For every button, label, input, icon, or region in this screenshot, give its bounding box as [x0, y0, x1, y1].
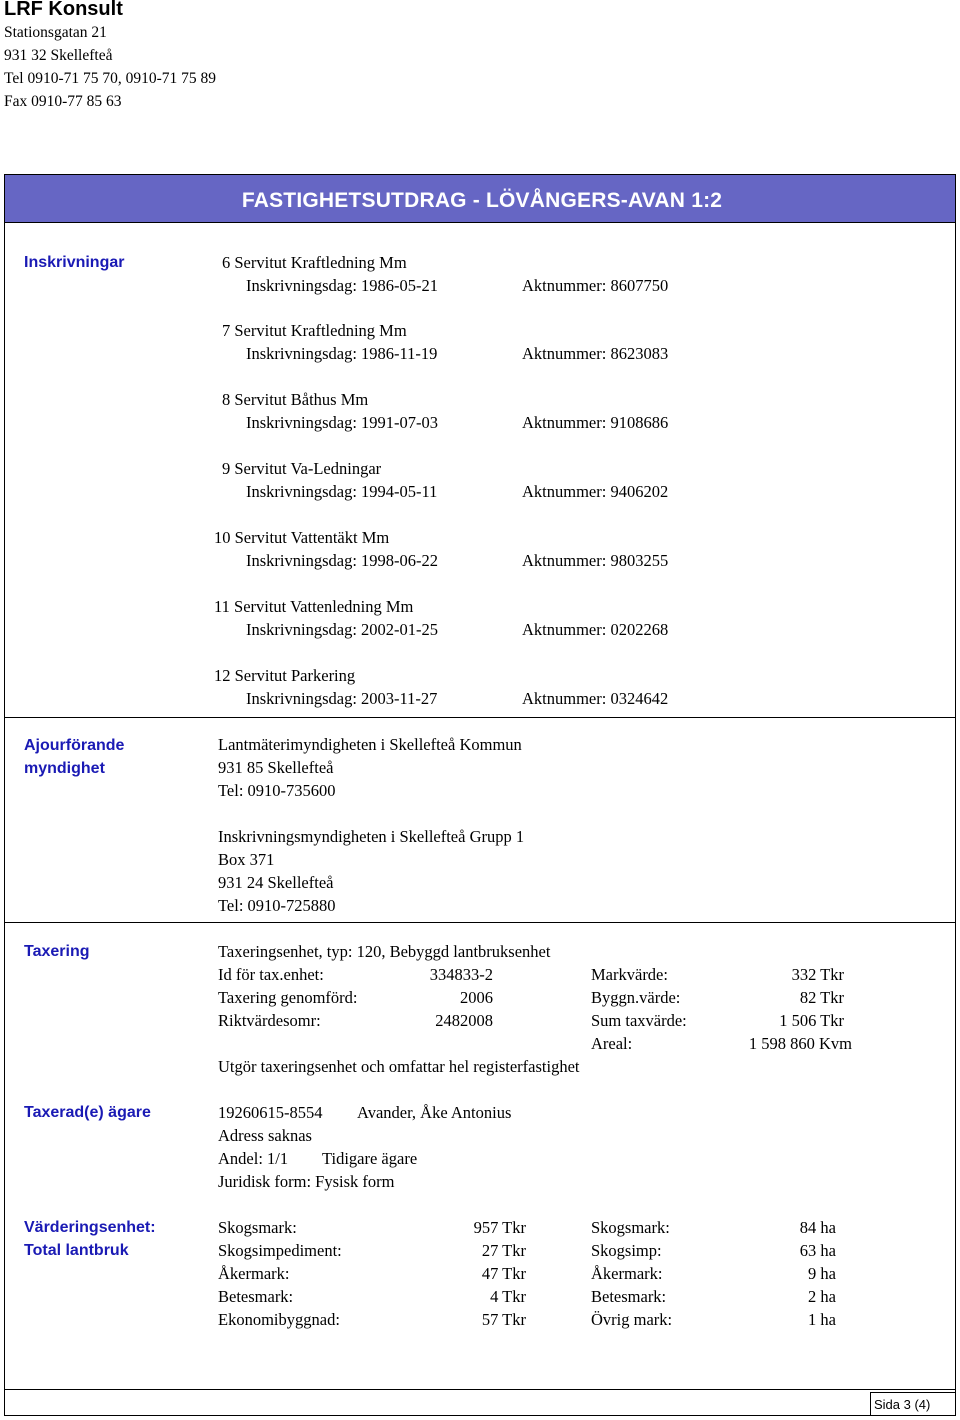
owner-share: Andel: 1/1 [218, 1149, 289, 1168]
area-amount: 9 ha [808, 1264, 836, 1283]
section-divider [5, 922, 955, 923]
phone-line: Tel 0910-71 75 70, 0910-71 75 89 [4, 70, 217, 87]
tax-key: Riktvärdesomr: [218, 1011, 321, 1030]
area-key: Skogsmark: [591, 1218, 670, 1237]
owner-address: Adress saknas [218, 1126, 312, 1145]
area-amount: 2 ha [808, 1287, 836, 1306]
tax-value: 334833-2 [429, 965, 493, 984]
footer-rule [870, 1392, 871, 1416]
section-label-ajourforande: Ajourförande [24, 737, 125, 754]
value-amount: 27 Tkr [481, 1241, 526, 1260]
tax-value: 2006 [460, 988, 493, 1007]
company-name: LRF Konsult [4, 0, 123, 20]
servitut-title: 8 Servitut Båthus Mm [222, 390, 369, 409]
servitut-date: Inskrivningsdag: 1986-11-19 [246, 344, 438, 363]
address-line: 931 32 Skellefteå [4, 47, 113, 64]
tax-key: Markvärde: [591, 965, 668, 984]
value-amount: 47 Tkr [481, 1264, 526, 1283]
tax-value: 1 506 Tkr [779, 1011, 844, 1030]
authority-box: Box 371 [218, 850, 275, 869]
servitut-title: 6 Servitut Kraftledning Mm [222, 253, 407, 272]
servitut-title: 10 Servitut Vattentäkt Mm [214, 528, 390, 547]
servitut-date: Inskrivningsdag: 1994-05-11 [246, 482, 438, 501]
section-label-taxering: Taxering [24, 943, 90, 960]
address-line: Stationsgatan 21 [4, 24, 107, 41]
servitut-date: Inskrivningsdag: 1991-07-03 [246, 413, 439, 432]
servitut-aktnummer: Aktnummer: 9406202 [522, 482, 669, 501]
servitut-date: Inskrivningsdag: 1986-05-21 [246, 276, 439, 295]
area-key: Övrig mark: [591, 1310, 673, 1329]
footer-rule [870, 1392, 955, 1393]
owner-legal-form: Juridisk form: Fysisk form [218, 1172, 395, 1191]
tax-key: Byggn.värde: [591, 988, 681, 1007]
area-amount: 84 ha [799, 1218, 836, 1237]
section-divider [5, 717, 955, 718]
servitut-title: 11 Servitut Vattenledning Mm [214, 597, 414, 616]
servitut-aktnummer: Aktnummer: 0202268 [522, 620, 669, 639]
authority-name: Lantmäterimyndigheten i Skellefteå Kommun [218, 735, 522, 754]
section-label-myndighet: myndighet [24, 760, 105, 777]
authority-name: Inskrivningsmyndigheten i Skellefteå Grupp 1 [218, 827, 525, 846]
area-amount: 63 ha [799, 1241, 836, 1260]
tax-key: Id för tax.enhet: [218, 965, 324, 984]
servitut-aktnummer: Aktnummer: 0324642 [522, 689, 669, 708]
section-label-vardering: Värderingsenhet: [24, 1219, 156, 1236]
servitut-title: 12 Servitut Parkering [214, 666, 356, 685]
value-key: Betesmark: [218, 1287, 294, 1306]
authority-address: 931 24 Skellefteå [218, 873, 334, 892]
owner-id: 19260615-8554 [218, 1103, 323, 1122]
areal-value: 1 598 860 Kvm [748, 1034, 852, 1053]
servitut-date: Inskrivningsdag: 2002-01-25 [246, 620, 439, 639]
areal-key: Areal: [591, 1034, 633, 1053]
owner-previous: Tidigare ägare [322, 1149, 418, 1168]
servitut-title: 9 Servitut Va-Ledningar [222, 459, 382, 478]
value-key: Skogsimpediment: [218, 1241, 342, 1260]
value-amount: 4 Tkr [490, 1287, 526, 1306]
page-title: FASTIGHETSUTDRAG - LÖVÅNGERS-AVAN 1:2 [241, 189, 723, 212]
tax-value: 82 Tkr [799, 988, 844, 1007]
servitut-title: 7 Servitut Kraftledning Mm [222, 321, 407, 340]
title-banner [5, 175, 955, 223]
taxeringsenhet: Taxeringsenhet, typ: 120, Bebyggd lantbruksenhet [218, 942, 551, 961]
value-key: Skogsmark: [218, 1218, 297, 1237]
servitut-date: Inskrivningsdag: 2003-11-27 [246, 689, 438, 708]
servitut-date: Inskrivningsdag: 1998-06-22 [246, 551, 439, 570]
value-key: Ekonomibyggnad: [218, 1310, 340, 1329]
authority-phone: Tel: 0910-725880 [218, 896, 336, 915]
tax-value: 2482008 [435, 1011, 493, 1030]
section-label-agare: Taxerad(e) ägare [24, 1104, 151, 1121]
taxering-note: Utgör taxeringsenhet och omfattar hel registerfastighet [218, 1057, 580, 1076]
area-key: Skogsimp: [591, 1241, 662, 1260]
value-amount: 57 Tkr [481, 1310, 526, 1329]
fax-line: Fax 0910-77 85 63 [4, 93, 122, 110]
area-amount: 1 ha [808, 1310, 836, 1329]
area-key: Åkermark: [591, 1264, 663, 1283]
value-key: Åkermark: [218, 1264, 290, 1283]
authority-phone: Tel: 0910-735600 [218, 781, 336, 800]
section-divider [5, 1389, 955, 1390]
servitut-aktnummer: Aktnummer: 9803255 [522, 551, 669, 570]
owner-name: Avander, Åke Antonius [357, 1103, 512, 1122]
section-label-inskrivningar: Inskrivningar [24, 254, 125, 271]
section-label-total-lantbruk: Total lantbruk [24, 1242, 129, 1259]
authority-address: 931 85 Skellefteå [218, 758, 334, 777]
tax-key: Sum taxvärde: [591, 1011, 687, 1030]
tax-key: Taxering genomförd: [218, 988, 358, 1007]
servitut-aktnummer: Aktnummer: 8607750 [522, 276, 669, 295]
area-key: Betesmark: [591, 1287, 667, 1306]
tax-value: 332 Tkr [791, 965, 844, 984]
page-number: Sida 3 (4) [874, 1397, 931, 1412]
value-amount: 957 Tkr [473, 1218, 526, 1237]
servitut-aktnummer: Aktnummer: 9108686 [522, 413, 669, 432]
servitut-aktnummer: Aktnummer: 8623083 [522, 344, 669, 363]
